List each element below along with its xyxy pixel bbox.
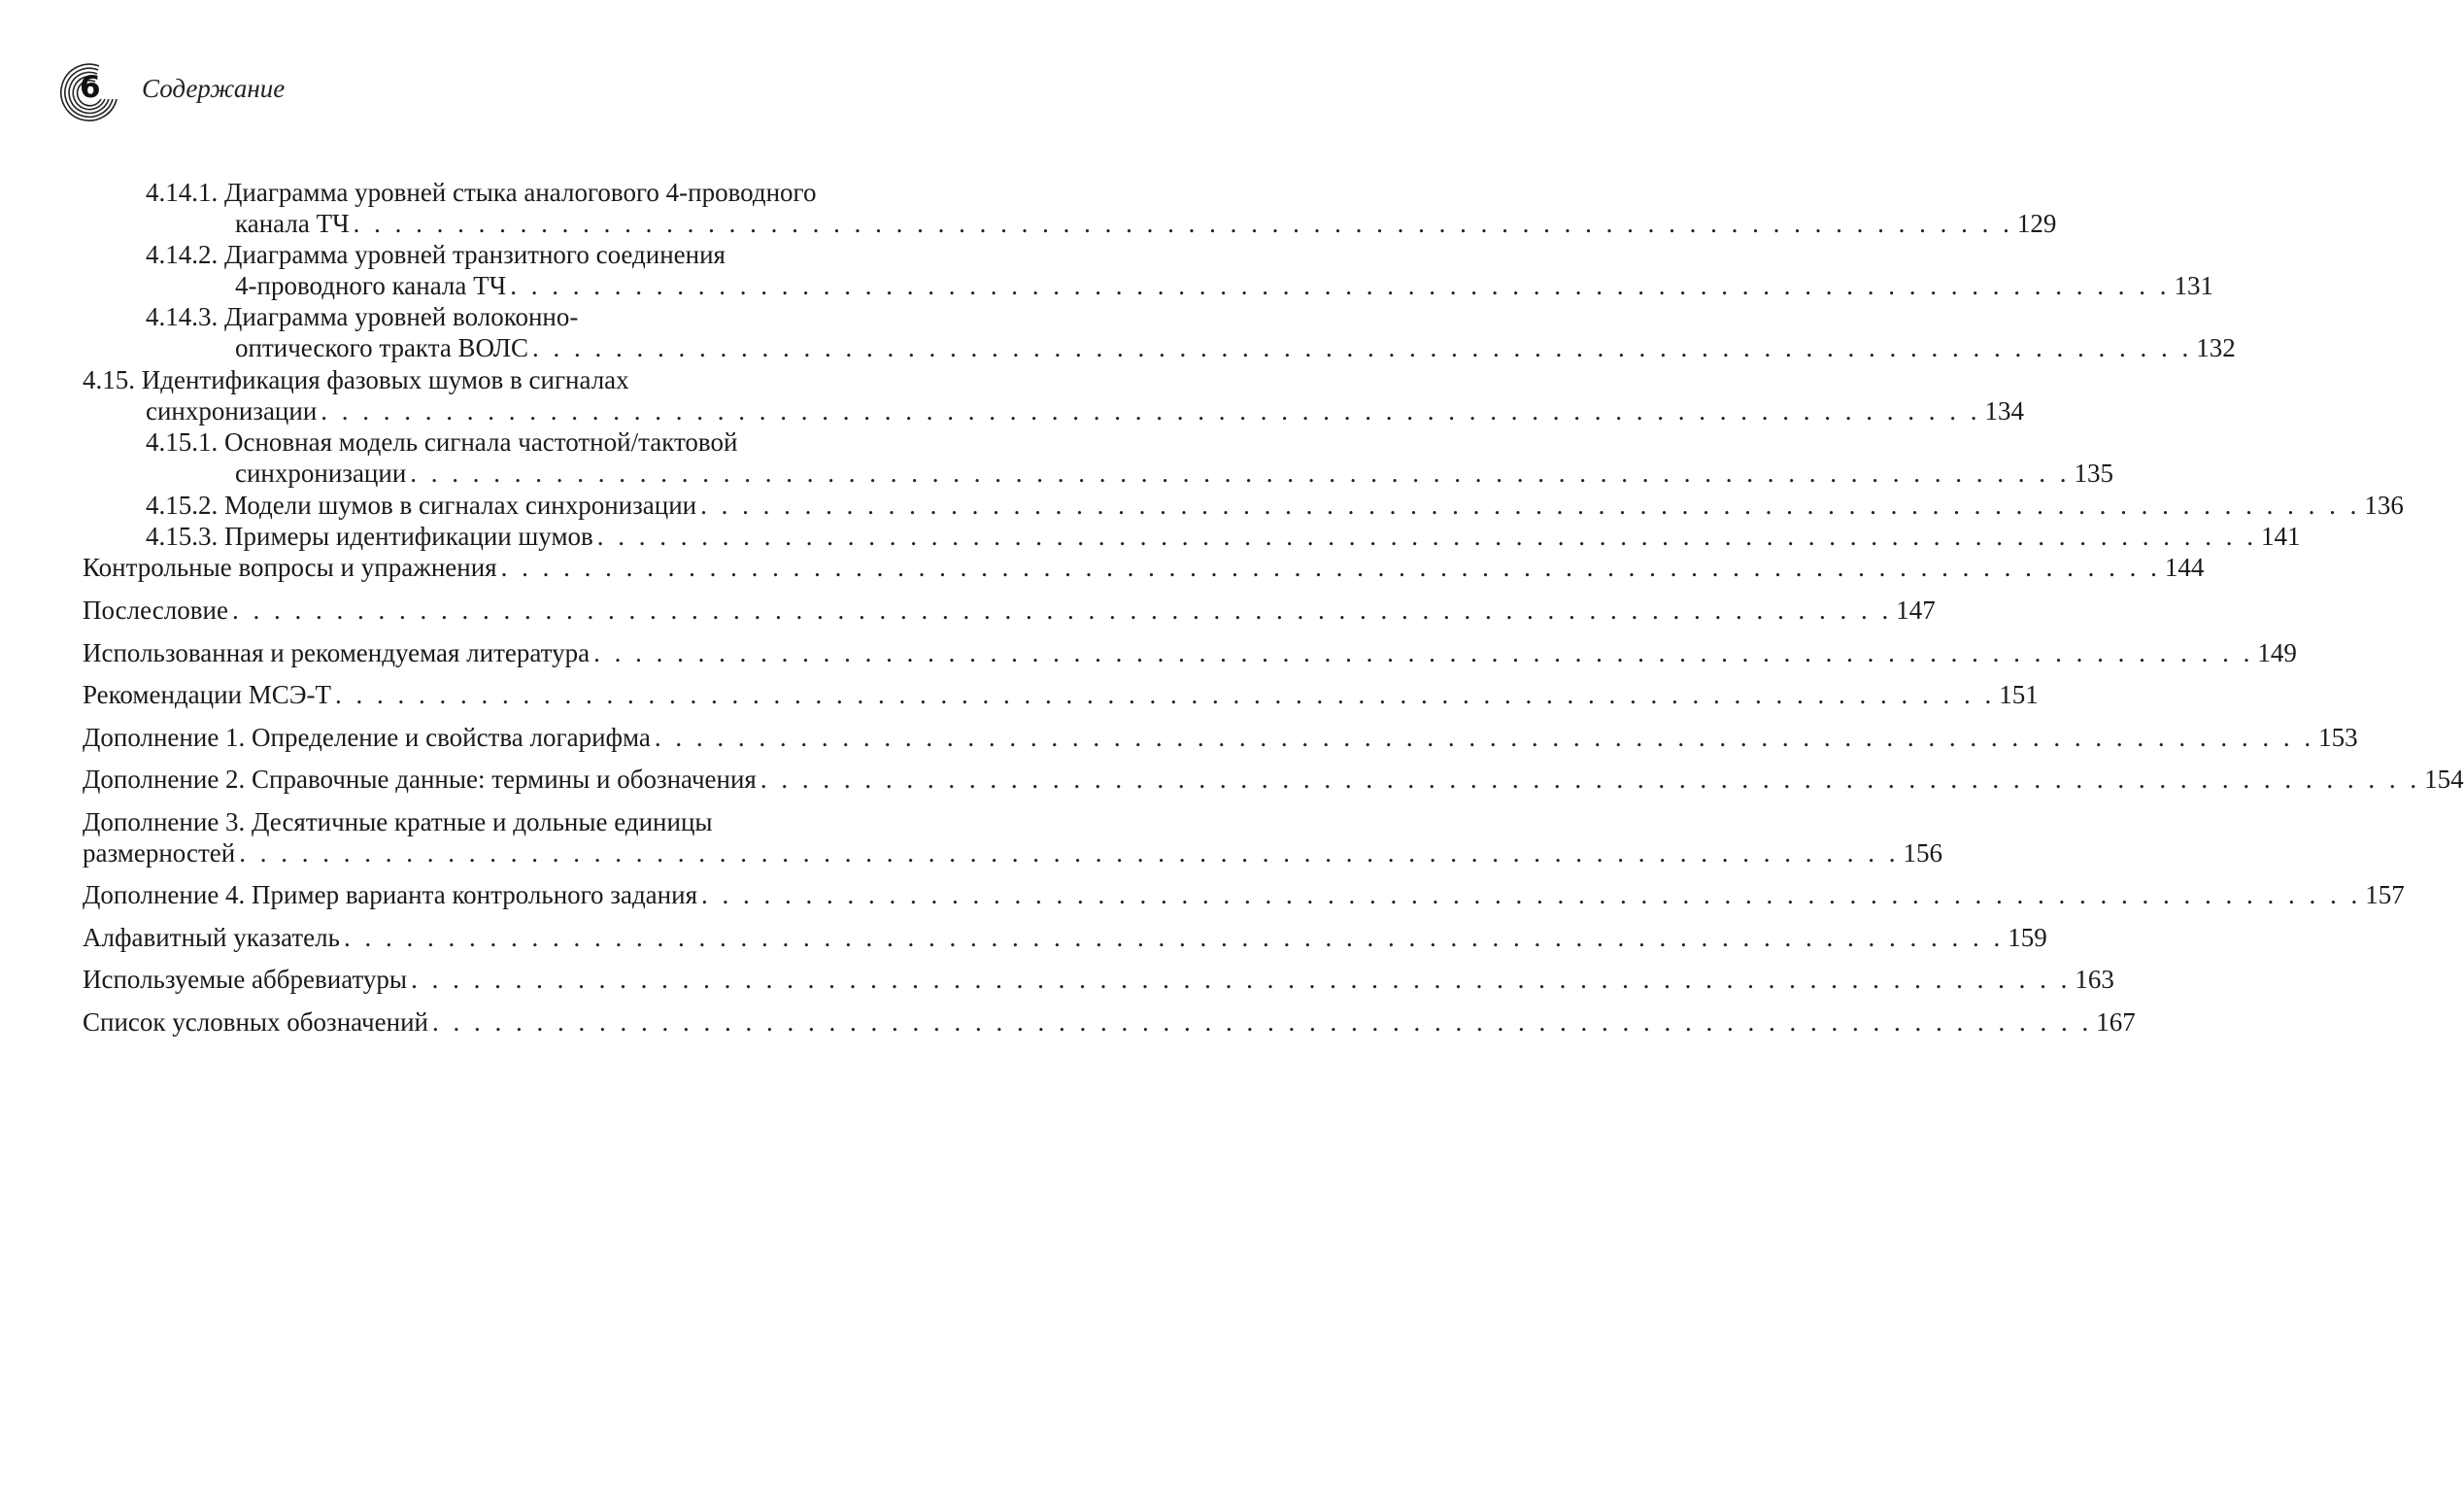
- toc-entry-title: синхронизации: [146, 396, 318, 426]
- leader-dots: . . . . . . . . . . . . . . . . . . . . . . . . . . . . . . . . . . . . . . . . . . . . . . . . . . . . . . . . . . . . . . . . . . . . . . . . . . . . . . . .: [239, 838, 1900, 868]
- toc-entry-title: Послесловие: [83, 596, 228, 625]
- toc-entry[interactable]: [146, 489, 2404, 522]
- toc-entry[interactable]: [235, 207, 2057, 240]
- toc-entry[interactable]: [83, 636, 2297, 669]
- toc-page-number: 136: [2364, 491, 2404, 520]
- toc-entry[interactable]: [83, 721, 2358, 754]
- page-number: 6: [80, 70, 101, 105]
- toc-entry[interactable]: [83, 963, 2114, 996]
- leader-dots: . . . . . . . . . . . . . . . . . . . . . . . . . . . . . . . . . . . . . . . . . . . . . . . . . . . . . . . . . . . . . . . . . . . . . . . . . . . . . . . .: [700, 491, 2361, 520]
- toc-entry-title: 4-проводного канала ТЧ: [235, 271, 507, 300]
- toc-page-number: 135: [2074, 459, 2114, 488]
- toc-entry[interactable]: [83, 921, 2047, 954]
- toc-entry-title: Использованная и рекомендуемая литература: [83, 638, 591, 667]
- toc-entry-title: 4.15.2. Модели шумов в сигналах синхронизации: [146, 491, 697, 520]
- toc-page-number: 147: [1896, 596, 1936, 625]
- toc-page-number: 149: [2257, 638, 2297, 667]
- toc-entry[interactable]: [83, 1005, 2136, 1038]
- toc-entry[interactable]: [83, 836, 1942, 869]
- toc-entry[interactable]: [83, 551, 2205, 584]
- toc-entry[interactable]: [83, 763, 2464, 796]
- toc-page-number: 141: [2261, 522, 2301, 551]
- leader-dots: . . . . . . . . . . . . . . . . . . . . . . . . . . . . . . . . . . . . . . . . . . . . . . . . . . . . . . . . . . . . . . . . . . . . . . . . . . . . . . . .: [353, 209, 2013, 238]
- leader-dots: . . . . . . . . . . . . . . . . . . . . . . . . . . . . . . . . . . . . . . . . . . . . . . . . . . . . . . . . . . . . . . . . . . . . . . . . . . . . . . . .: [532, 333, 2193, 362]
- leader-dots: . . . . . . . . . . . . . . . . . . . . . . . . . . . . . . . . . . . . . . . . . . . . . . . . . . . . . . . . . . . . . . . . . . . . . . . . . . . . . . . .: [593, 638, 2254, 667]
- toc-entry-title: 4.14.2. Диаграмма уровней транзитного соединения: [146, 240, 726, 269]
- toc-page-number: 153: [2318, 723, 2358, 752]
- leader-dots: . . . . . . . . . . . . . . . . . . . . . . . . . . . . . . . . . . . . . . . . . . . . . . . . . . . . . . . . . . . . . . . . . . . . . . . . . . . . . . . .: [431, 1007, 2093, 1037]
- toc-entry-title: синхронизации: [235, 459, 407, 488]
- toc-page-number: 144: [2164, 553, 2205, 582]
- toc-entry[interactable]: [83, 678, 2039, 711]
- toc-entry-title: 4.14.1. Диаграмма уровней стыка аналогового 4-проводного: [146, 178, 817, 207]
- toc-entry-title: оптического тракта ВОЛС: [235, 333, 529, 362]
- toc-page-number: 154: [2424, 765, 2464, 794]
- leader-dots: . . . . . . . . . . . . . . . . . . . . . . . . . . . . . . . . . . . . . . . . . . . . . . . . . . . . . . . . . . . . . . . . . . . . . . . . . . . . . . . .: [759, 765, 2421, 794]
- leader-dots: . . . . . . . . . . . . . . . . . . . . . . . . . . . . . . . . . . . . . . . . . . . . . . . . . . . . . . . . . . . . . . . . . . . . . . . . . . . . . . . .: [410, 459, 2071, 488]
- toc-page-number: 129: [2016, 209, 2057, 238]
- toc-entry[interactable]: [83, 594, 1936, 627]
- toc-entry-title: 4.15. Идентификация фазовых шумов в сигналах: [83, 365, 629, 394]
- toc-entry-title: 4.15.1. Основная модель сигнала частотной/тактовой: [146, 427, 738, 457]
- toc-entry-title: Дополнение 4. Пример варианта контрольного задания: [83, 880, 697, 909]
- toc-entry[interactable]: [235, 457, 2114, 490]
- toc-page-number: 131: [2174, 271, 2213, 300]
- toc-page-number: 156: [1903, 838, 1942, 868]
- page-header: [56, 60, 542, 128]
- leader-dots: . . . . . . . . . . . . . . . . . . . . . . . . . . . . . . . . . . . . . . . . . . . . . . . . . . . . . . . . . . . . . . . . . . . . . . . . . . . . . . . .: [321, 396, 1981, 426]
- leader-dots: . . . . . . . . . . . . . . . . . . . . . . . . . . . . . . . . . . . . . . . . . . . . . . . . . . . . . . . . . . . . . . . . . . . . . . . . . . . . . . . .: [500, 553, 2161, 582]
- toc-entry-title: Используемые аббревиатуры: [83, 965, 408, 994]
- toc-page-number: 167: [2096, 1007, 2136, 1037]
- leader-dots: . . . . . . . . . . . . . . . . . . . . . . . . . . . . . . . . . . . . . . . . . . . . . . . . . . . . . . . . . . . . . . . . . . . . . . . . . . . . . . . .: [654, 723, 2315, 752]
- leader-dots: . . . . . . . . . . . . . . . . . . . . . . . . . . . . . . . . . . . . . . . . . . . . . . . . . . . . . . . . . . . . . . . . . . . . . . . . . . . . . . . .: [510, 271, 2171, 300]
- toc-entry-title: 4.14.3. Диаграмма уровней волоконно-: [146, 302, 579, 331]
- toc-entry-title: 4.15.3. Примеры идентификации шумов: [146, 522, 593, 551]
- toc-entry-title: Дополнение 3. Десятичные кратные и дольные единицы: [83, 807, 713, 836]
- toc-page-number: 157: [2365, 880, 2405, 909]
- toc-entry-title: Список условных обозначений: [83, 1007, 428, 1037]
- leader-dots: . . . . . . . . . . . . . . . . . . . . . . . . . . . . . . . . . . . . . . . . . . . . . . . . . . . . . . . . . . . . . . . . . . . . . . . . . . . . . . . .: [700, 880, 2362, 909]
- toc-entry[interactable]: [235, 331, 2236, 364]
- toc-entry[interactable]: [83, 878, 2405, 911]
- leader-dots: . . . . . . . . . . . . . . . . . . . . . . . . . . . . . . . . . . . . . . . . . . . . . . . . . . . . . . . . . . . . . . . . . . . . . . . . . . . . . . . .: [596, 522, 2258, 551]
- toc-entry-title: Алфавитный указатель: [83, 923, 340, 952]
- toc-entry-title: Дополнение 1. Определение и свойства логарифма: [83, 723, 651, 752]
- toc-page-number: 134: [1984, 396, 2025, 426]
- toc-entry-title: Дополнение 2. Справочные данные: термины и обозначения: [83, 765, 757, 794]
- toc-page-number: 132: [2196, 333, 2236, 362]
- toc-entry-title: канала ТЧ: [235, 209, 350, 238]
- leader-dots: . . . . . . . . . . . . . . . . . . . . . . . . . . . . . . . . . . . . . . . . . . . . . . . . . . . . . . . . . . . . . . . . . . . . . . . . . . . . . . . .: [343, 923, 2005, 952]
- leader-dots: . . . . . . . . . . . . . . . . . . . . . . . . . . . . . . . . . . . . . . . . . . . . . . . . . . . . . . . . . . . . . . . . . . . . . . . . . . . . . . . .: [231, 596, 1893, 625]
- toc-page-number: 151: [1999, 680, 2039, 709]
- toc-entry-title: Рекомендации МСЭ-Т: [83, 680, 332, 709]
- running-title: Содержание: [142, 74, 286, 103]
- toc-entry[interactable]: [146, 520, 2301, 553]
- toc-page-number: 163: [2075, 965, 2114, 994]
- leader-dots: . . . . . . . . . . . . . . . . . . . . . . . . . . . . . . . . . . . . . . . . . . . . . . . . . . . . . . . . . . . . . . . . . . . . . . . . . . . . . . . .: [411, 965, 2072, 994]
- toc-entry-title: Контрольные вопросы и упражнения: [83, 553, 497, 582]
- toc-page-number: 159: [2008, 923, 2047, 952]
- toc-entry[interactable]: [235, 269, 2213, 302]
- leader-dots: . . . . . . . . . . . . . . . . . . . . . . . . . . . . . . . . . . . . . . . . . . . . . . . . . . . . . . . . . . . . . . . . . . . . . . . . . . . . . . . .: [335, 680, 1996, 709]
- toc-entry-title: размерностей: [83, 838, 236, 868]
- toc-entry[interactable]: [146, 394, 2025, 427]
